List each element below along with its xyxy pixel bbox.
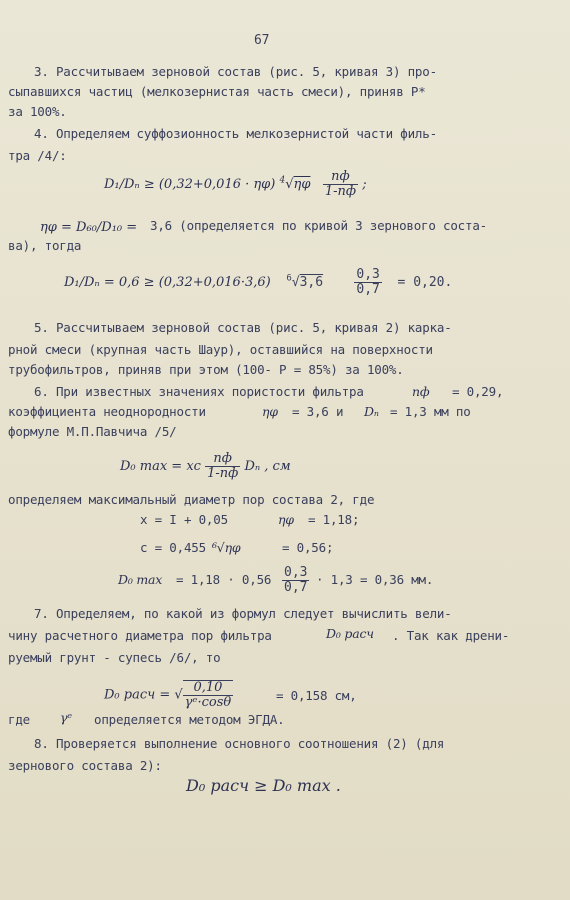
- text-line: 7. Определяем, по какой из формул следует вычислить вели-: [34, 606, 452, 621]
- fraction-denominator: γᵉ·cosθ: [184, 695, 232, 710]
- symbol: Dₙ: [364, 404, 379, 419]
- text-line: 8. Проверяется выполнение основного соотношения (2) (для: [34, 736, 445, 751]
- text-line: 3. Рассчитываем зерновой состав (рис. 5, кривая 3) про-: [34, 64, 437, 79]
- formula-part: D₀ max = xc: [120, 459, 201, 474]
- text-line: = 0,56;: [282, 540, 334, 555]
- text-line: руемый грунт - супесь /6/, то: [8, 650, 221, 665]
- fraction-denominator: 0,7: [284, 580, 308, 595]
- fraction: [282, 566, 309, 595]
- text-line: c = 0,455: [140, 540, 206, 555]
- text-line: x = I + 0,05: [140, 512, 228, 527]
- formula-suffosion-check: D₁/Dₙ = 0,6 ≥ (0,32+0,016·3,6) $^6$√3,6 $\frac{0,3}{0,7}$ = 0,20.: [64, 267, 453, 297]
- text-line: = 0,158 см,: [276, 688, 357, 703]
- text-line: = 1,3 мм по: [390, 404, 471, 419]
- text-line: определяется методом ЭГДА.: [94, 712, 285, 727]
- text-line: сыпавшихся частиц (мелкозернистая часть смеси), приняв Р*: [8, 84, 426, 99]
- fraction: [323, 170, 358, 199]
- text-line: чину расчетного диаметра пор фильтра: [8, 628, 272, 643]
- formula-pavchich: [120, 452, 291, 481]
- text-line: = 3,6 и: [292, 404, 344, 419]
- formula-part: Dₙ , см: [244, 459, 291, 474]
- text-line: = 1,18 · 0,56: [176, 572, 272, 587]
- text-line: · 1,3 = 0,36 мм.: [316, 572, 434, 587]
- fraction: [205, 452, 240, 481]
- text-line: . Так как дрени-: [392, 628, 510, 643]
- formula-part: ηφ: [293, 177, 311, 192]
- text-line: определяем максимальный диаметр пор состава 2, где: [8, 492, 375, 507]
- text-line: 6. При известных значениях пористости фильтра: [34, 384, 364, 399]
- formula-part: D₁/Dₙ = 0,6 ≥ (0,32+0,016·3,6): [64, 275, 271, 290]
- fraction-numerator: nф: [205, 452, 240, 467]
- text-line: тра /4/:: [8, 148, 67, 163]
- formula-main-condition: D₀ расч ≥ D₀ max .: [186, 776, 341, 795]
- fraction-denominator: 1-nф: [324, 184, 357, 199]
- symbol: ⁶√ηφ: [212, 540, 241, 555]
- text-line: за 100%.: [8, 104, 67, 119]
- text-line: 5. Рассчитываем зерновой состав (рис. 5, кривая 2) карка-: [34, 320, 452, 335]
- formula-part: D₀ расч =: [104, 687, 171, 703]
- formula-part: 3,6: [299, 275, 324, 290]
- text-line: трубофильтров, приняв при этом (100- Ρ = 85%) за 100%.: [8, 362, 404, 377]
- page-number: 67: [254, 33, 270, 48]
- formula-part: = 0,20.: [397, 275, 453, 290]
- text-line: коэффициента неоднородности: [8, 404, 206, 419]
- text-line: = 0,29,: [452, 384, 504, 399]
- formula-part: D₁/Dₙ ≥ (0,32+0,016 · ηφ): [104, 177, 276, 192]
- formula-design-diameter: D₀ расч = √ $\frac{0,10}{\text{γᵉ·cosθ}}$: [104, 680, 232, 710]
- text-line: рной смеси (крупная часть Шаур), оставшийся на поверхности: [8, 342, 433, 357]
- symbol: ηφ: [262, 404, 278, 419]
- fraction-numerator: 0,3: [284, 565, 308, 580]
- text-line: где: [8, 712, 30, 727]
- fraction-numerator: 0,10: [183, 681, 234, 696]
- fraction-denominator: 0,7: [356, 282, 380, 297]
- symbol: D₀ расч: [326, 626, 374, 641]
- text-line: ва), тогда: [8, 238, 82, 253]
- text-line: 3,6 (определяется по кривой 3 зернового соста-: [150, 218, 487, 233]
- fraction: [354, 268, 381, 297]
- text-line: формуле М.П.Павчича /5/: [8, 424, 177, 439]
- symbol: γᵉ: [60, 710, 72, 725]
- symbol: nф: [412, 384, 430, 399]
- text-line: зернового состава 2):: [8, 758, 162, 773]
- formula-suffosion: D₁/Dₙ ≥ (0,32+0,016 · ηφ) $^4$√ηφ $\frac{nф}{1-nф}$ ;: [104, 169, 367, 199]
- text-line: 4. Определяем суффозионность мелкозернистой части филь-: [34, 126, 437, 141]
- formula-heterogeneity: ηφ = D₆₀/D₁₀ =: [40, 220, 138, 235]
- fraction: [183, 680, 234, 710]
- symbol: ηφ: [278, 512, 294, 527]
- text-line: = 1,18;: [308, 512, 360, 527]
- fraction-numerator: 0,3: [356, 267, 380, 282]
- fraction-denominator: 1-nф: [207, 466, 239, 481]
- symbol: D₀ max: [118, 572, 163, 587]
- fraction-numerator: nф: [323, 170, 358, 185]
